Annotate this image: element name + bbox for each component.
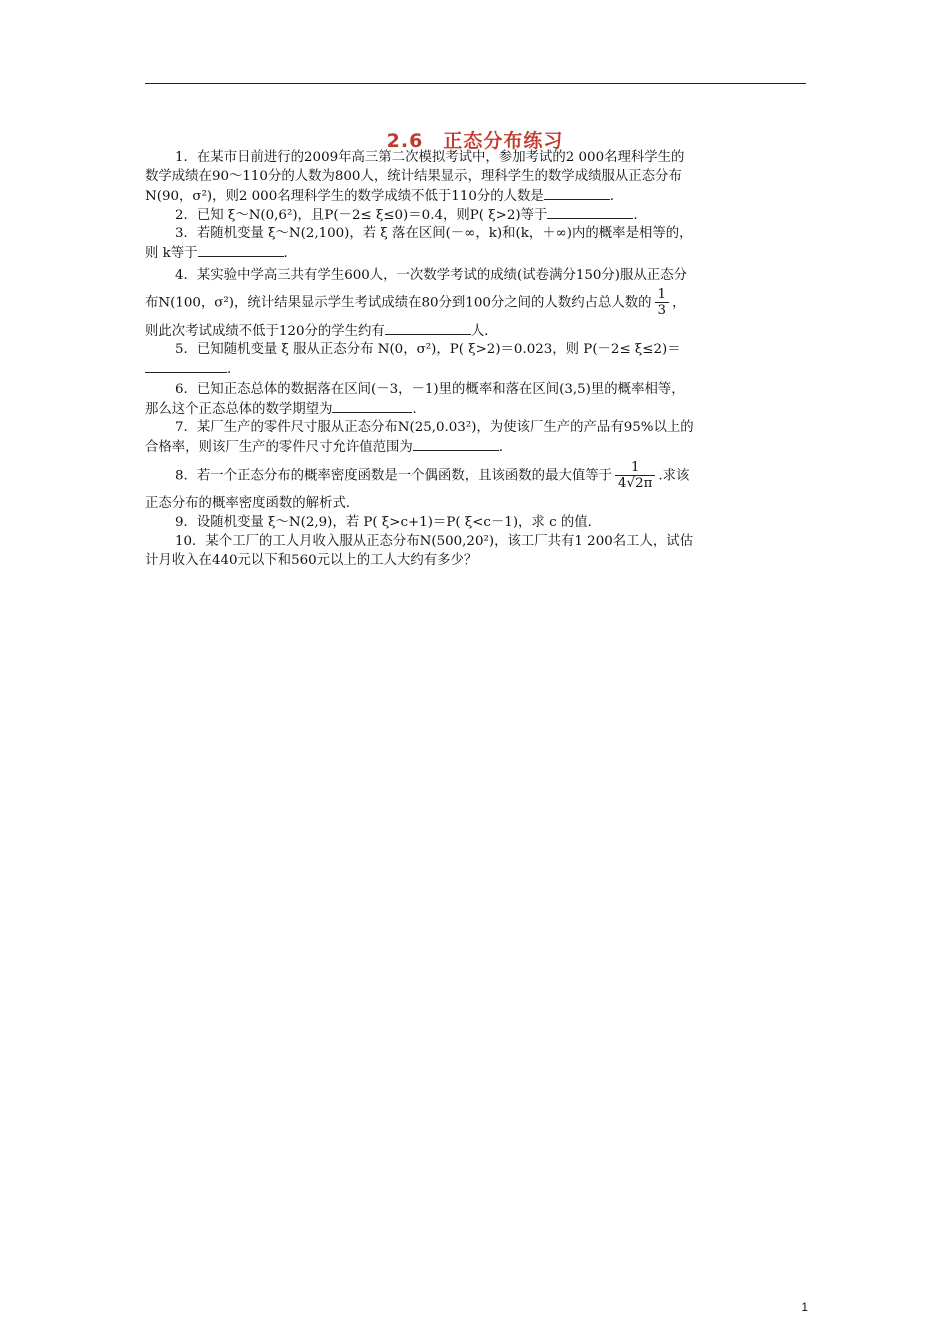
exercise-list (145, 148, 807, 570)
problem-1-line-1: 1．在某市日前进行的2009年高三第二次模拟考试中，参加考试的2 000名理科学生的 (175, 150, 685, 165)
answer-blank (145, 359, 227, 373)
answer-blank (547, 205, 633, 219)
header-rule (145, 83, 806, 84)
problem-5-line-2: ． (145, 359, 807, 378)
answer-blank (544, 186, 610, 200)
problem-4-line-1: 4．某实验中学高三共有学生600人，一次数学考试的成绩(试卷满分150分)服从正态分 (175, 268, 687, 283)
problem-6-line-2: 那么这个正态总体的数学期望为 ． (145, 399, 807, 418)
problem-3-line-1: 3．若随机变量 ξ～N(2,100)，若 ξ 落在区间(－∞，k)和(k，＋∞)内的概率是相等的， (175, 226, 693, 241)
problem-1-line-2: 数学成绩在90～110分的人数为800人，统计结果显示，理科学生的数学成绩服从正态分布 (145, 169, 682, 184)
answer-blank (198, 243, 284, 257)
answer-blank (332, 399, 412, 413)
problem-10-line-2: 计月收入在440元以下和560元以上的工人大约有多少？ (145, 552, 478, 568)
page-title: 2.6 正态分布练习 (386, 130, 564, 152)
problem-4-line-2: 布N(100，σ²)，统计结果显示学生考试成绩在80分到100分之间的人数约占总人数的 $\frac{1}{3}$ ， (145, 287, 686, 319)
problem-2: 2．已知 ξ～N(0,6²)，且P(－2≤ ξ≤0)＝0.4，则P( ξ>2)等于 ． (145, 205, 807, 224)
problem-7-line-2: 合格率，则该厂生产的零件尺寸允许值范围为 ． (145, 437, 807, 456)
problem-1-line-3: N(90，σ²)，则2 000名理科学生的数学成绩不低于110分的人数是 ． (145, 186, 807, 205)
page-number: 1 (801, 1300, 808, 1314)
answer-blank (385, 321, 471, 335)
problem-9: 9．设随机变量 ξ～N(2,9)，若 P( ξ>c+1)＝P( ξ<c－1)，求 c 的值． (175, 514, 602, 530)
problem-5-line-1: 5．已知随机变量 ξ 服从正态分布 N(0，σ²)，P( ξ>2)＝0.023，则 P(－2≤ ξ≤2)＝ (175, 341, 681, 357)
problem-3-line-2: 则 k等于 ． (145, 243, 807, 262)
problem-6-line-1: 6．已知正态总体的数据落在区间(－3，－1)里的概率和落在区间(3,5)里的概率相等， (175, 381, 685, 397)
problem-10-line-1: 10．某个工厂的工人月收入服从正态分布N(500,20²)，该工厂共有1 200名工人，试估 (175, 533, 694, 549)
problem-8-line-2: 正态分布的概率密度函数的解析式． (145, 495, 360, 511)
problem-8-line-1: 8．若一个正态分布的概率密度函数是一个偶函数，且该函数的最大值等于 $\frac{1}{4√2\pi}$ .求该 (175, 459, 690, 492)
problem-7-line-1: 7．某厂生产的零件尺寸服从正态分布N(25,0.03²)，为使该厂生产的产品有95%以上的 (175, 419, 694, 435)
problem-4-line-3: 则此次考试成绩不低于120分的学生约有 人． (145, 321, 807, 340)
answer-blank (413, 437, 499, 451)
fraction-max-value: $\frac{1}{4√2\pi}$ (615, 460, 655, 492)
fraction-one-third: $\frac{1}{3}$ (655, 287, 670, 319)
